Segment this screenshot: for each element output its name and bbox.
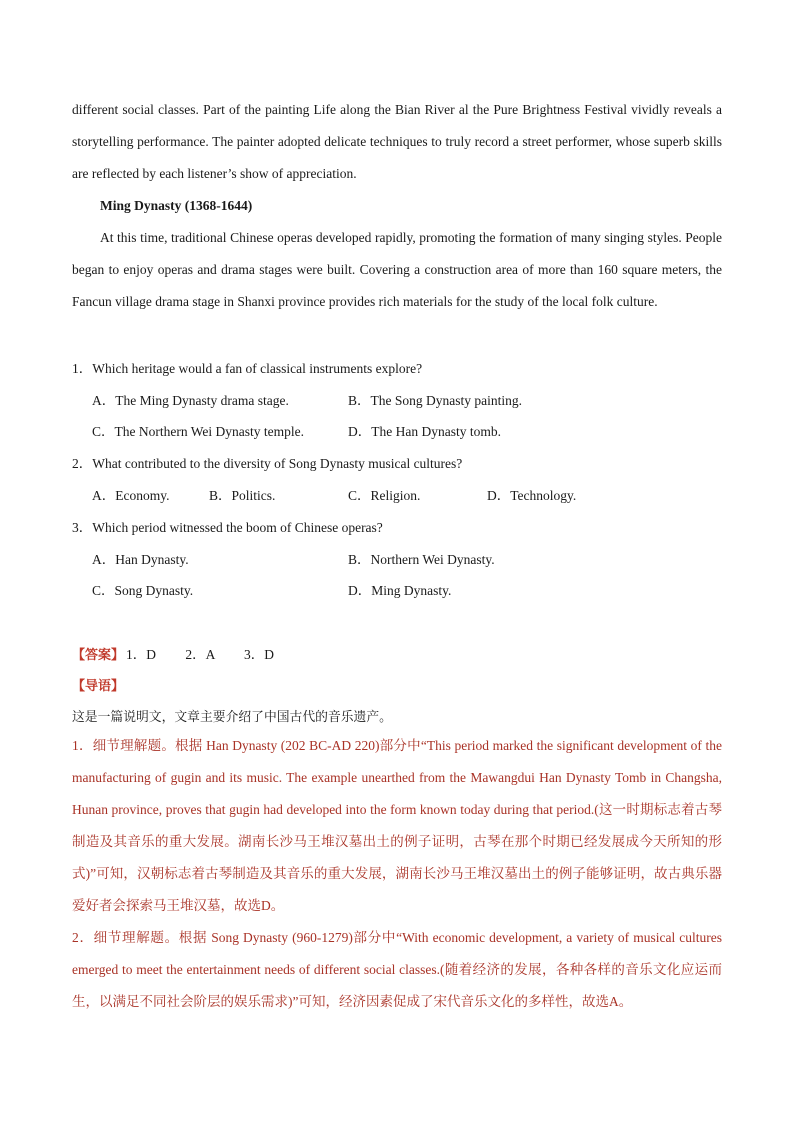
q1-option-b[interactable]: B．The Song Dynasty painting. (348, 393, 522, 408)
q2-option-a[interactable]: A．Economy. (92, 488, 170, 503)
song-paragraph: different social classes. Part of the painting Life along the Bian River al the Pure Brightness Festival vividly reveals a storytelling performance. The painter adopted delicate techniques to truly record a street performer, whose superb skills are reflected by each listener’s show of appreciation. (72, 102, 722, 181)
answer-label: 【答案】 (72, 648, 125, 663)
q1-option-d[interactable]: D．The Han Dynasty tomb. (348, 424, 501, 439)
q3-option-b[interactable]: B．Northern Wei Dynasty. (348, 552, 495, 567)
ming-paragraph: At this time, traditional Chinese operas developed rapidly, promoting the formation of many singing styles. People began to enjoy operas and drama stages were built. Covering a construction area of more than 160 square meters, the Fancun village drama stage in Shanxi province provides rich materials for the study of the local folk culture. (72, 230, 722, 309)
q2-option-d[interactable]: D．Technology. (487, 488, 577, 503)
answer-3: 3．D (244, 647, 275, 662)
q1-option-c[interactable]: C．The Northern Wei Dynasty temple. (92, 424, 304, 439)
question-1: 1．Which heritage would a fan of classical instruments explore? (72, 361, 423, 376)
ming-heading: Ming Dynasty (1368-1644) (100, 198, 253, 213)
explanation-2: 2．细节理解题。根据 Song Dynasty (960-1279)部分中“With economic development, a variety of musical cultures emerged to meet the entertainment needs of different social classes.(随着经济的发展，各种各样的音乐文化应运而生，以满足不同社会阶层的娱乐需求)”可知，经济因素促成了宋代音乐文化的多样性，故选A。 (72, 930, 722, 1009)
answer-1: 1．D (126, 647, 157, 662)
q3-option-d[interactable]: D．Ming Dynasty. (348, 583, 452, 598)
guide-label: 【导语】 (72, 679, 125, 694)
explanation-1: 1．细节理解题。根据 Han Dynasty (202 BC-AD 220)部分中“This period marked the significant development of the manufacturing of gugin and its music. The example unearthed from the Mawangdui Han Dynasty Tomb in Changsha, Hunan province, proves that gugin had developed into the form known today during that period.(这一时期标志着古琴制造及其音乐的重大发展。湖南长沙马王堆汉墓出土的例子证明，古琴在那个时期已经发展成今天所知的形式)”可知，汉朝标志着古琴制造及其音乐的重大发展，湖南长沙马王堆汉墓出土的例子能够证明，故古典乐器爱好者会探索马王堆汉墓，故选D。 (72, 738, 722, 913)
answer-line (72, 643, 274, 663)
q2-option-b[interactable]: B．Politics. (209, 488, 276, 503)
q3-option-a[interactable]: A．Han Dynasty. (92, 552, 189, 567)
answer-2: 2．A (185, 647, 215, 662)
q3-option-c[interactable]: C．Song Dynasty. (92, 583, 194, 598)
q2-option-c[interactable]: C．Religion. (348, 488, 421, 503)
question-2: 2．What contributed to the diversity of Song Dynasty musical cultures? (72, 456, 463, 471)
q1-option-a[interactable]: A．The Ming Dynasty drama stage. (92, 393, 289, 408)
question-3: 3．Which period witnessed the boom of Chinese operas? (72, 520, 383, 535)
guide-summary: 这是一篇说明文，文章主要介绍了中国古代的音乐遗产。 (72, 710, 392, 725)
